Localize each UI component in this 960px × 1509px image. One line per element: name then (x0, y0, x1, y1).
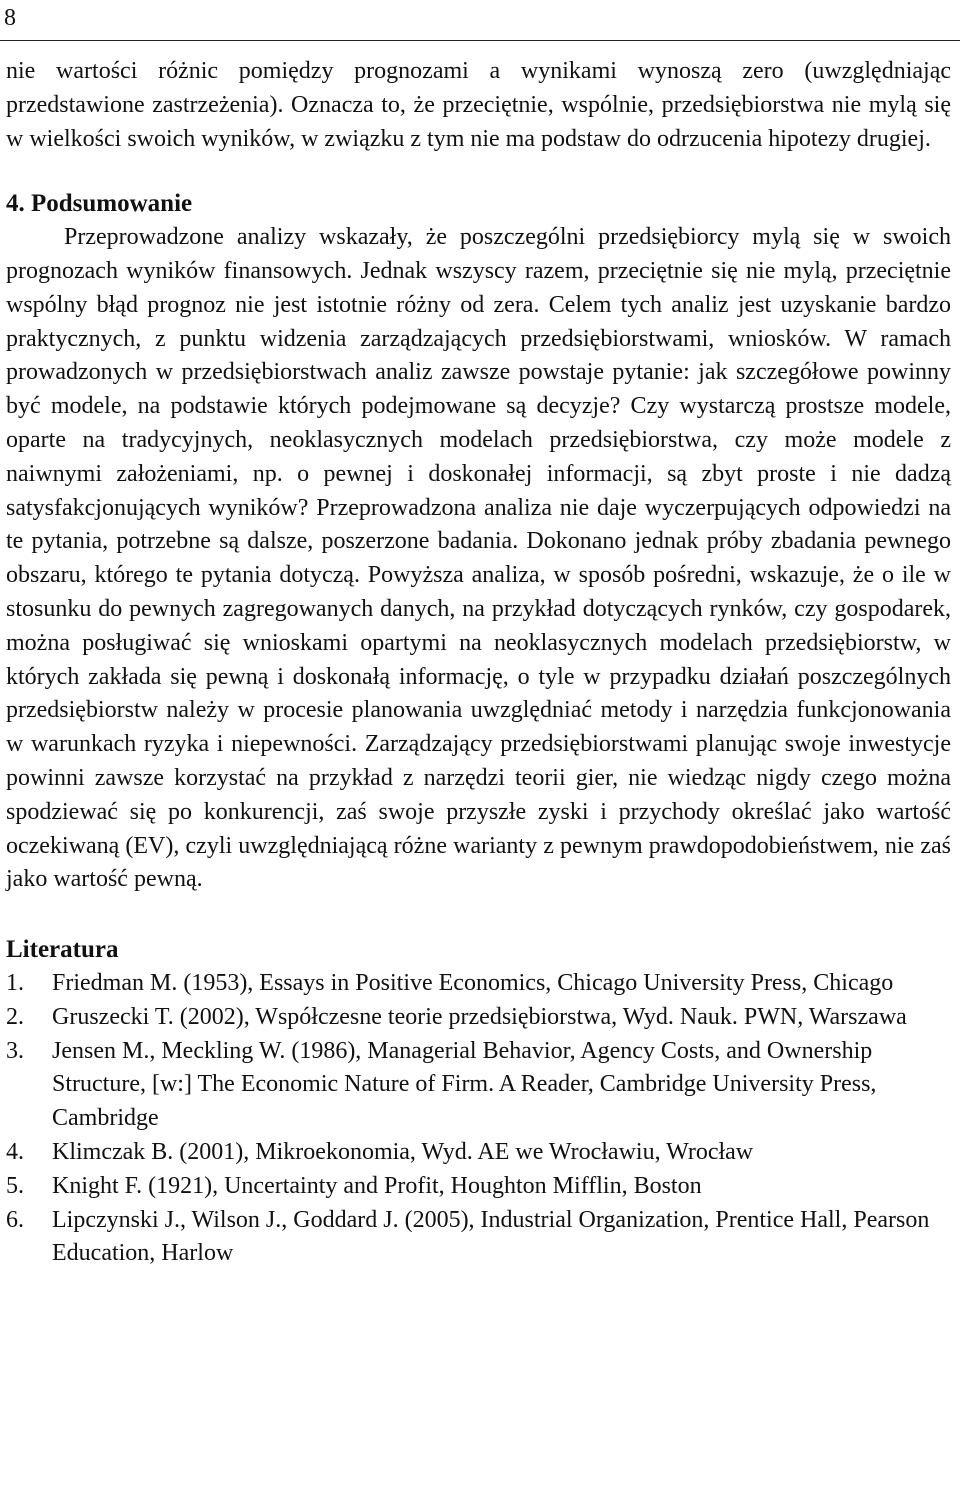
reference-item (6, 1136, 951, 1170)
section-title: 4. Podsumowanie (6, 190, 193, 218)
reference-number: 2. (6, 1003, 24, 1030)
reference-text: Friedman M. (1953), Essays in Positive Economics, Chicago University Press, Chicago (52, 969, 894, 996)
page-number: 8 (4, 5, 16, 31)
section-body-paragraph: Przeprowadzone analizy wskazały, że poszczególni przedsiębiorcy mylą się w swoich prognozach wyników finansowych. Jednak wszyscy razem, przeciętnie się nie mylą, przeciętnie wspólny błąd prognoz nie jest istotnie różny od zera. Celem tych analiz jest uzyskanie bardzo praktycznych, z punktu widzenia zarządzających przedsiębiorstwami, wniosków. W ramach prowadzonych w przedsiębiorstwach analiz zawsze powstaje pytanie: jak szczegółowe powinny być modele, na podstawie których podejmowane są decyzje? Czy wystarczą prostsze modele, oparte na tradycyjnych, neoklasycznych modelach przedsiębiorstwa, czy może modele z naiwnymi założeniami, np. o pewnej i doskonałej informacji, są zbyt proste i nie dadzą satysfakcjonujących wyników? Przeprowadzona analiza nie daje wyczerpujących odpowiedzi na te pytania, potrzebne są dalsze, poszerzone badania. Dokonano jednak próby zbadania pewnego obszaru, którego te pytania dotyczą. Powyższa analiza, w sposób pośredni, wskazuje, że o ile w stosunku do pewnych zagregowanych danych, na przykład dotyczących rynków, czy gospodarek, można posługiwać się wnioskami opartymi na neoklasycznych modelach przedsiębiorstw, w których zakłada się pewną i doskonałą informację, o tyle w przypadku działań poszczególnych przedsiębiorstw należy w procesie planowania uwzględniać metody i narzędzia funkcjonowania w warunkach ryzyka i niepewności. Zarządzający przedsiębiorstwami planując swoje inwestycje powinni zawsze korzystać na przykład z narzędzi teorii gier, nie wiedząc nigdy czego można spodziewać się po konkurencji, zaś swoje przyszłe zyski i przychody określać jako wartość oczekiwaną (EV), czyli uwzględniającą różne warianty z pewnym prawdopodobieństwem, nie zaś jako wartość pewną. (6, 224, 951, 893)
reference-number: 4. (6, 1138, 24, 1165)
reference-text: Jensen M., Meckling W. (1986), Managerial Behavior, Agency Costs, and Ownership Structure, [w:] The Economic Nature of Firm. A Reader, Cambridge University Press, Cambridge (52, 1037, 877, 1132)
reference-text: Klimczak B. (2001), Mikroekonomia, Wyd. AE we Wrocławiu, Wrocław (52, 1138, 754, 1165)
reference-item (6, 1001, 951, 1035)
reference-list (6, 967, 951, 1271)
reference-text: Knight F. (1921), Uncertainty and Profit, Houghton Mifflin, Boston (52, 1172, 702, 1199)
reference-item (6, 1204, 951, 1272)
reference-item (6, 1035, 951, 1136)
reference-number: 3. (6, 1037, 24, 1064)
reference-text: Lipczynski J., Wilson J., Goddard J. (2005), Industrial Organization, Prentice Hall, Pearson Education, Harlow (52, 1206, 930, 1267)
page-content (6, 55, 951, 1271)
reference-number: 6. (6, 1206, 24, 1233)
page-header (0, 0, 960, 41)
reference-text: Gruszecki T. (2002), Współczesne teorie przedsiębiorstwa, Wyd. Nauk. PWN, Warszawa (52, 1003, 907, 1030)
reference-item (6, 1170, 951, 1204)
reference-number: 5. (6, 1172, 24, 1199)
literature-heading: Literatura (6, 936, 119, 964)
intro-paragraph: nie wartości różnic pomiędzy prognozami a wynikami wynoszą zero (uwzględniając przedstawione zastrzeżenia). Oznacza to, że przeciętnie, wspólnie, przedsiębiorstwa nie mylą się w wielkości swoich wyników, w związku z tym nie ma podstaw do odrzucenia hipotezy drugiej. (6, 58, 951, 152)
reference-number: 1. (6, 969, 24, 996)
reference-item (6, 967, 951, 1001)
